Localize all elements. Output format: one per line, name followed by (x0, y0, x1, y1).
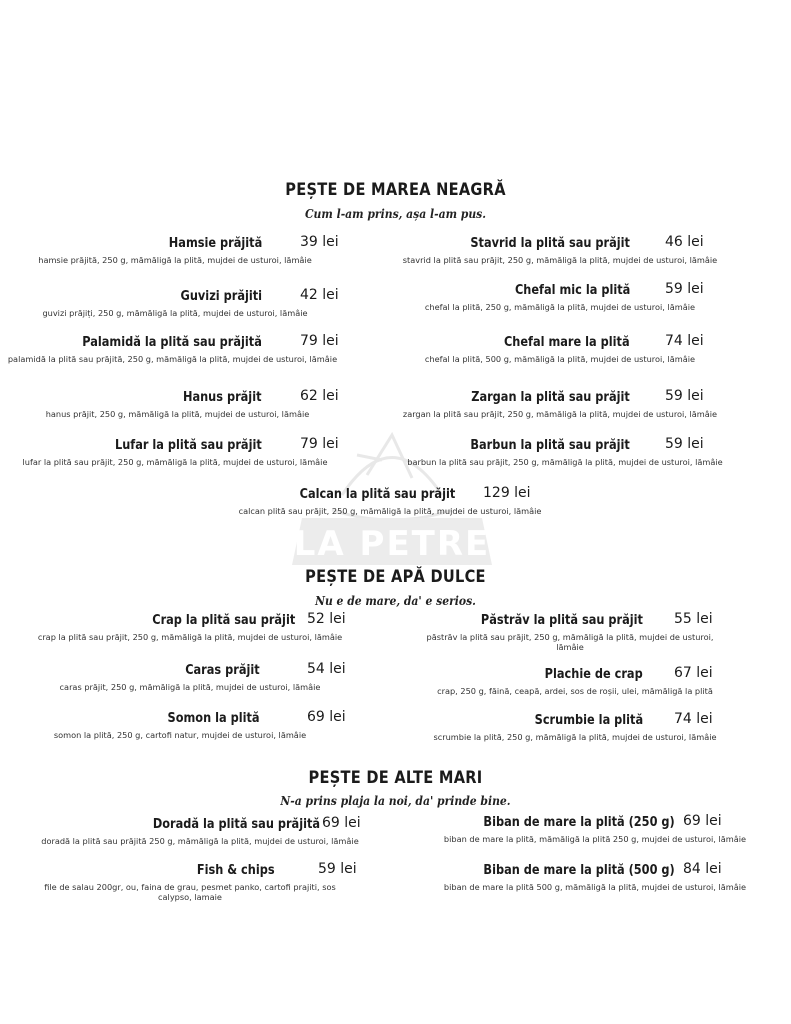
item-name: Biban de mare la plită (250 g) (483, 814, 675, 830)
menu-item (395, 334, 725, 364)
item-name: Doradă la plită sau prăjită (152, 816, 320, 832)
item-price: 59 lei (665, 436, 704, 452)
item-description: lufar la plită sau prăjit, 250 g, mămăligă la plită, mujdei de usturoi, lămâie (22, 457, 328, 467)
item-description: hamsie prăjită, 250 g, mămăligă la plită, mujdei de usturoi, lămâie (38, 255, 312, 265)
menu-item (420, 612, 750, 652)
menu-item (395, 282, 725, 312)
item-price: 69 lei (322, 815, 361, 831)
menu-item (230, 486, 560, 516)
item-price: 129 lei (483, 485, 531, 501)
menu-item (25, 612, 355, 642)
section-subtitle-black-sea: Cum l-am prins, așa l-am pus. (304, 207, 487, 221)
item-description: barbun la plită sau prăjit, 250 g, mămăligă la plită, mujdei de usturoi, lămâie (407, 457, 723, 467)
menu-item (25, 710, 355, 740)
menu-item (420, 666, 750, 696)
item-price: 69 lei (307, 709, 346, 725)
item-price: 46 lei (665, 234, 704, 250)
item-price: 84 lei (683, 861, 722, 877)
menu-item (10, 288, 340, 318)
item-price: 67 lei (674, 665, 713, 681)
item-name: Chefal mic la plită (514, 282, 630, 298)
item-price: 52 lei (307, 611, 346, 627)
item-description: scrumbie la plită, 250 g, mămăligă la plită, mujdei de usturoi, lămâie (433, 732, 717, 742)
item-description: crap, 250 g, făină, ceapă, ardei, sos de roșii, ulei, mămăligă la plită (437, 686, 713, 696)
item-price: 54 lei (307, 661, 346, 677)
item-name: Calcan la plită sau prăjit (299, 486, 455, 502)
menu-item (10, 437, 340, 467)
item-name: Lufar la plită sau prăjit (115, 437, 262, 453)
logo-text: LA PETRE (293, 524, 491, 564)
item-name: Somon la plită (167, 710, 260, 726)
item-description: chefal la plită, 500 g, mămăligă la plită, mujdei de usturoi, lămâie (424, 354, 696, 364)
item-price: 39 lei (300, 234, 339, 250)
item-price: 74 lei (674, 711, 713, 727)
item-name: Hamsie prăjită (168, 235, 262, 251)
item-description: calcan plită sau prăjit, 250 g, mămăligă la plită, mujdei de usturoi, lămâie (238, 506, 542, 516)
menu-item (425, 814, 755, 844)
item-price: 59 lei (665, 281, 704, 297)
item-description: caras prăjit, 250 g, mămăligă la plită, mujdei de usturoi, lămâie (59, 682, 321, 692)
item-description: doradă la plită sau prăjită 250 g, mămăligă la plită, mujdei de usturoi, lămâie (41, 836, 359, 846)
item-price: 42 lei (300, 287, 339, 303)
item-name: Hanus prăjit (183, 389, 262, 405)
item-name: Palamidă la plită sau prăjită (82, 334, 262, 350)
menu-item (30, 862, 360, 902)
item-description: somon la plită, 250 g, cartofi natur, mujdei de usturoi, lămâie (53, 730, 307, 740)
item-name: Guvizi prăjiti (180, 288, 262, 304)
item-name: Stavrid la plită sau prăjit (470, 235, 630, 251)
item-name: Biban de mare la plită (500 g) (483, 862, 675, 878)
item-name: Zargan la plită sau prăjit (471, 389, 630, 405)
item-price: 79 lei (300, 333, 339, 349)
section-subtitle-freshwater: Nu e de mare, da' e serios. (315, 594, 476, 608)
item-name: Barbun la plită sau prăjit (470, 437, 630, 453)
item-name: Scrumbie la plită (534, 712, 643, 728)
menu-item (30, 816, 360, 846)
item-description: zargan la plită sau prăjit, 250 g, mămăligă la plită, mujdei de usturoi, lămâie (402, 409, 718, 419)
menu-item (395, 437, 725, 467)
item-name: Păstrăv la plită sau prăjit (480, 612, 643, 628)
item-description: biban de mare la plită, mămăligă la plită 250 g, mujdei de usturoi, lămâie (443, 834, 747, 844)
item-description: păstrăv la plită sau prăjit, 250 g, mămăligă la plită, mujdei de usturoi, lămâie (426, 632, 714, 652)
menu-item (25, 662, 355, 692)
item-name: Fish & chips (197, 862, 275, 878)
section-title-other-seas: PEȘTE DE ALTE MARI (308, 768, 483, 788)
item-price: 79 lei (300, 436, 339, 452)
item-description: guvizi prăjiți, 250 g, mămăligă la plită, mujdei de usturoi, lămâie (42, 308, 308, 318)
menu-item (10, 389, 340, 419)
item-description: biban de mare la plită 500 g, mămăligă la plită, mujdei de usturoi, lămâie (443, 882, 747, 892)
item-description: crap la plită sau prăjit, 250 g, mămăligă la plită, mujdei de usturoi, lămâie (37, 632, 343, 642)
section-title-black-sea: PEȘTE DE MAREA NEAGRĂ (285, 180, 506, 200)
menu-item (420, 712, 750, 742)
item-price: 55 lei (674, 611, 713, 627)
item-description: file de salau 200gr, ou, faina de grau, pesmet panko, cartofi prajiti, sos calypso, lamaie (44, 882, 336, 902)
item-description: hanus prăjit, 250 g, mămăligă la plită, mujdei de usturoi, lămâie (45, 409, 310, 419)
menu-item (395, 389, 725, 419)
menu-item (395, 235, 725, 265)
item-price: 59 lei (318, 861, 357, 877)
item-price: 59 lei (665, 388, 704, 404)
item-description: palamidă la plită sau prăjită, 250 g, mămăligă la plită, mujdei de usturoi, lămâie (7, 354, 338, 364)
section-title-freshwater: PEȘTE DE APĂ DULCE (305, 567, 486, 587)
section-subtitle-other-seas: N-a prins plaja la noi, da' prinde bine. (280, 794, 511, 808)
menu-item (10, 235, 340, 265)
menu-item (425, 862, 755, 892)
item-name: Caras prăjit (185, 662, 260, 678)
item-name: Crap la plită sau prăjit (151, 612, 295, 628)
item-description: stavrid la plită sau prăjit, 250 g, mămăligă la plită, mujdei de usturoi, lămâie (402, 255, 718, 265)
menu-item (7, 333, 340, 364)
item-name: Chefal mare la plită (504, 334, 630, 350)
item-description: chefal la plită, 250 g, mămăligă la plită, mujdei de usturoi, lămâie (424, 302, 696, 312)
item-price: 74 lei (665, 333, 704, 349)
item-price: 69 lei (683, 813, 722, 829)
item-price: 62 lei (300, 388, 339, 404)
item-name: Plachie de crap (544, 666, 643, 682)
